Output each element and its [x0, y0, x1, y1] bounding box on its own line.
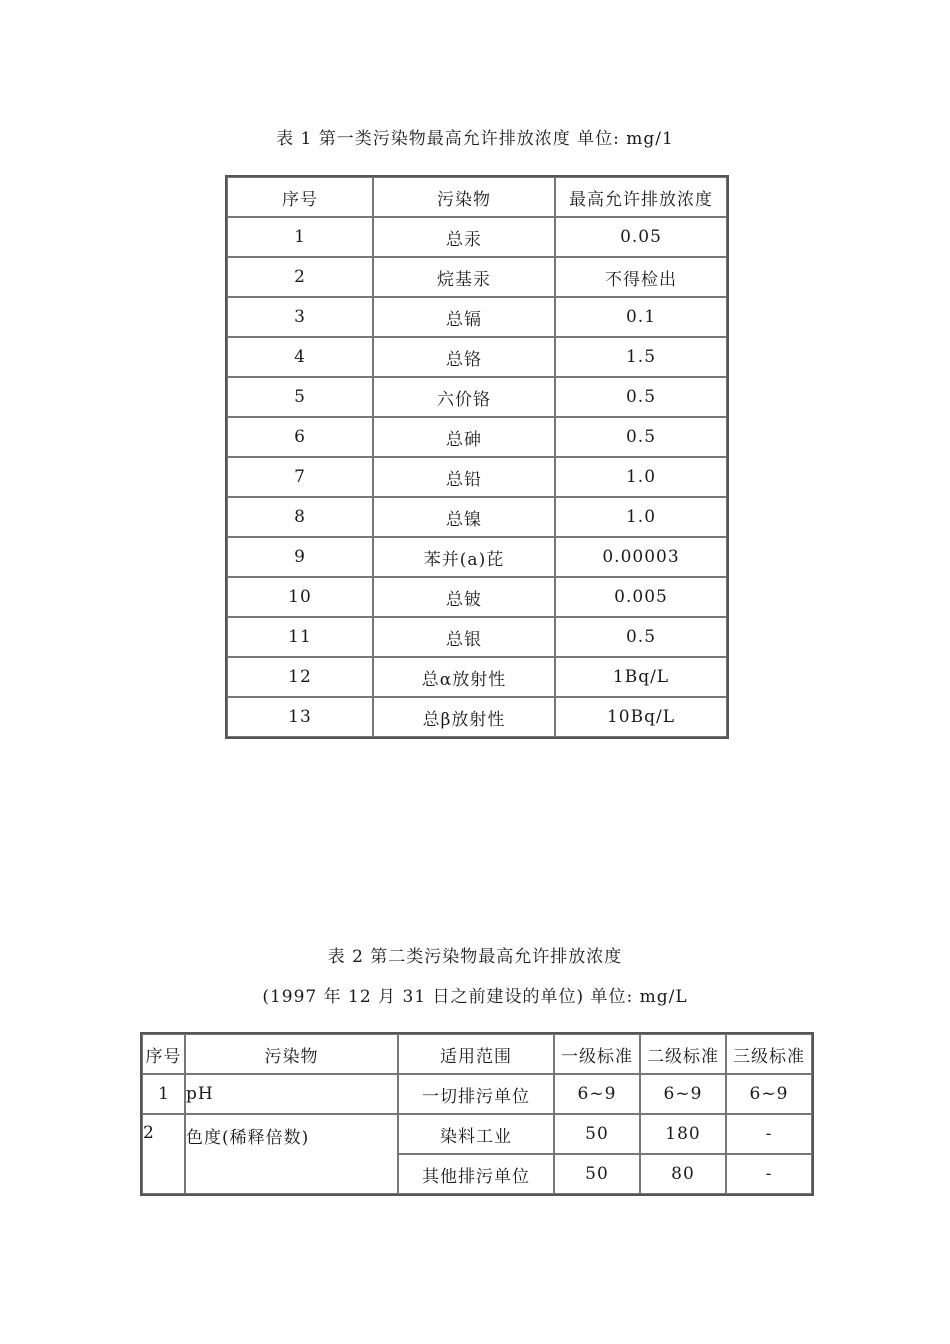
- table1-row: [227, 337, 727, 377]
- table1-cell: 7: [227, 457, 373, 497]
- table1-cell: 六价铬: [373, 377, 555, 417]
- table1-cell: 10Bq/L: [555, 697, 727, 737]
- table1-cell: 4: [227, 337, 373, 377]
- table1-cell: 总铬: [373, 337, 555, 377]
- table1-cell: 3: [227, 297, 373, 337]
- table1-cell: 总镍: [373, 497, 555, 537]
- table1-row: [227, 657, 727, 697]
- table1-cell: 不得检出: [555, 257, 727, 297]
- table1-cell: 2: [227, 257, 373, 297]
- table2-cell-grade1: 6~9: [554, 1074, 640, 1114]
- table1-cell: 总铅: [373, 457, 555, 497]
- table1-row: [227, 497, 727, 537]
- table1-cell: 总镉: [373, 297, 555, 337]
- table2-cell-grade3: -: [726, 1114, 812, 1154]
- table1-header-cell: 污染物: [373, 177, 555, 217]
- table1-cell: 1.0: [555, 497, 727, 537]
- table1-row: [227, 297, 727, 337]
- table1-cell: 12: [227, 657, 373, 697]
- table1-cell: 6: [227, 417, 373, 457]
- table1-cell: 1: [227, 217, 373, 257]
- table2-cell-no: 2: [142, 1114, 185, 1194]
- table2-cell-grade3: -: [726, 1154, 812, 1194]
- table1-cell: 0.1: [555, 297, 727, 337]
- table2-row-ph: [142, 1074, 812, 1114]
- table1-row: [227, 577, 727, 617]
- table2-cell-scope: 其他排污单位: [398, 1154, 554, 1194]
- table2-header-cell: 三级标准: [726, 1034, 812, 1074]
- table1-row: [227, 537, 727, 577]
- table1-cell: 苯并(a)芘: [373, 537, 555, 577]
- table1-cell: 总汞: [373, 217, 555, 257]
- table1: [225, 175, 729, 739]
- table2-cell-grade2: 180: [640, 1114, 726, 1154]
- table1-row: [227, 377, 727, 417]
- table1-row: [227, 617, 727, 657]
- table1-header-cell: 最高允许排放浓度: [555, 177, 727, 217]
- table2-header-row: [142, 1034, 812, 1074]
- table1-cell: 总α放射性: [373, 657, 555, 697]
- table2-header-cell: 一级标准: [554, 1034, 640, 1074]
- table2-cell-pollutant: 色度(稀释倍数): [185, 1114, 398, 1194]
- table1-row: [227, 697, 727, 737]
- table2-cell-scope: 染料工业: [398, 1114, 554, 1154]
- table2-cell-grade1: 50: [554, 1114, 640, 1154]
- table2-cell-grade3: 6~9: [726, 1074, 812, 1114]
- table2-header-cell: 序号: [142, 1034, 185, 1074]
- table1-cell: 总银: [373, 617, 555, 657]
- table2-cell-scope: 一切排污单位: [398, 1074, 554, 1114]
- table1-cell: 0.005: [555, 577, 727, 617]
- table2-cell-grade2: 80: [640, 1154, 726, 1194]
- table1-cell: 1.5: [555, 337, 727, 377]
- table1-cell: 0.5: [555, 617, 727, 657]
- table1-caption: 表 1 第一类污染物最高允许排放浓度 单位: mg/1: [276, 129, 674, 149]
- table1-cell: 总β放射性: [373, 697, 555, 737]
- table2-cell-grade2: 6~9: [640, 1074, 726, 1114]
- table1-cell: 0.5: [555, 417, 727, 457]
- table2-header-cell: 二级标准: [640, 1034, 726, 1074]
- table1-cell: 总铍: [373, 577, 555, 617]
- table1-cell: 烷基汞: [373, 257, 555, 297]
- table1-cell: 11: [227, 617, 373, 657]
- table1-row: [227, 257, 727, 297]
- table1-cell: 总砷: [373, 417, 555, 457]
- table2-header-cell: 污染物: [185, 1034, 398, 1074]
- table1-header-row: [227, 177, 727, 217]
- table2-caption-title: 表 2 第二类污染物最高允许排放浓度: [327, 947, 623, 967]
- table1-cell: 1.0: [555, 457, 727, 497]
- table1-cell: 0.5: [555, 377, 727, 417]
- table1-row: [227, 217, 727, 257]
- table2-header-cell: 适用范围: [398, 1034, 554, 1074]
- table2-caption-subtitle: (1997 年 12 月 31 日之前建设的单位) 单位: mg/L: [262, 987, 688, 1007]
- table1-row: [227, 417, 727, 457]
- table1-cell: 9: [227, 537, 373, 577]
- table2-cell-no: 1: [142, 1074, 185, 1114]
- table1-header-cell: 序号: [227, 177, 373, 217]
- table2-cell-pollutant: pH: [185, 1074, 398, 1114]
- table2-cell-grade1: 50: [554, 1154, 640, 1194]
- table2-row-color-dye: [142, 1114, 812, 1154]
- table1-cell: 13: [227, 697, 373, 737]
- table1-row: [227, 457, 727, 497]
- table1-cell: 10: [227, 577, 373, 617]
- table1-cell: 0.05: [555, 217, 727, 257]
- table1-cell: 8: [227, 497, 373, 537]
- table1-cell: 1Bq/L: [555, 657, 727, 697]
- table2: [140, 1032, 814, 1196]
- table1-cell: 0.00003: [555, 537, 727, 577]
- table1-cell: 5: [227, 377, 373, 417]
